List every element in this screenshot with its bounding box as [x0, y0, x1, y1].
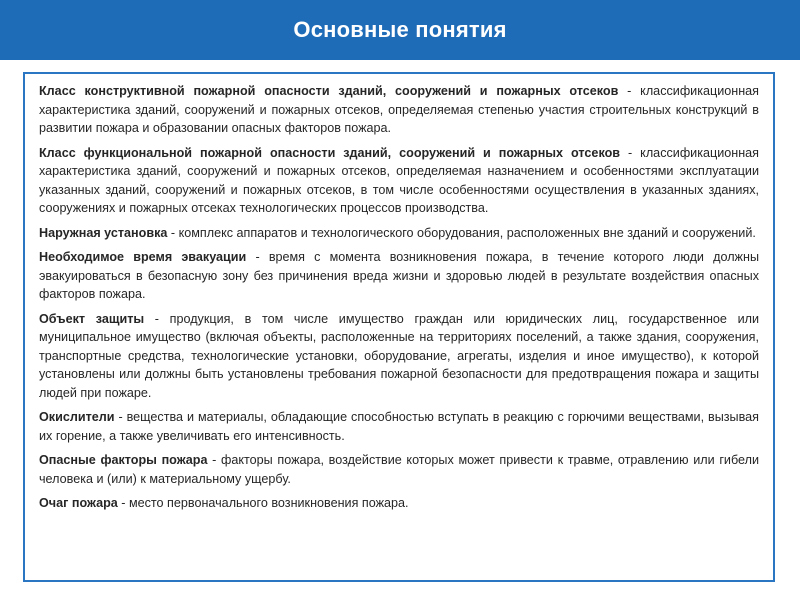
definition-functional-fire-hazard-class — [39, 144, 759, 218]
definition-text: - продукция, в том числе имущество граждан или юридических лиц, государственное или муниципальное имущество (включая объекты, расположенные на территориях поселений, а также здания, сооружения, транспортные средства, технологические установки, оборудование, агрегаты, изделия и иное имущество), к которой установлены или должны быть установлены требования пожарной безопасности для предотвращения пожара и защиты людей при пожаре. — [39, 311, 759, 400]
definition-constructive-fire-hazard-class — [39, 82, 759, 138]
header-bar — [0, 0, 800, 60]
definition-text: - факторы пожара, воздействие которых может привести к травме, отравлению или гибели человека и (или) к материальному ущербу. — [39, 453, 759, 486]
definition-protection-object — [39, 310, 759, 403]
definition-fire-hazards — [39, 451, 759, 488]
definition-fire-origin — [39, 494, 759, 513]
definition-text: - время с момента возникновения пожара, в течение которого люди должны эвакуироваться в безопасную зону без причинения вреда жизни и здоровью людей в результате воздействия опасных факторов пожара. — [39, 250, 759, 301]
definition-oxidizers — [39, 408, 759, 445]
definition-required-evacuation-time — [39, 248, 759, 304]
definition-text: - место первоначального возникновения пожара. — [117, 496, 409, 510]
definition-term: Опасные факторы пожара — [39, 453, 208, 467]
definition-text: - вещества и материалы, обладающие способностью вступать в реакцию с горючими веществами, вызывая их горение, а также увеличивать его интенсивность. — [39, 410, 759, 443]
definition-outdoor-installation — [39, 224, 759, 243]
definition-term: Объект защиты — [39, 311, 145, 326]
definitions-box — [23, 72, 775, 582]
definition-text: - классификационная характеристика зданий, сооружений и пожарных отсеков, определяемая назначением и особенностями эксплуатации указанных зданий, сооружений и пожарных отсеков, в том числе особенностями осуществления в указанных зданиях, сооружениях и пожарных отсеках технологических процессов производства. — [39, 145, 759, 215]
definition-term: Необходимое время эвакуации — [39, 250, 247, 264]
page-title: Основные понятия — [293, 17, 507, 42]
definitions-list — [39, 82, 759, 513]
definition-term: Очаг пожара — [39, 496, 118, 510]
definition-term: Класс функциональной пожарной опасности зданий, сооружений и пожарных отсеков — [39, 145, 621, 160]
definition-term: Класс конструктивной пожарной опасности зданий, сооружений и пожарных отсеков — [39, 84, 619, 98]
definition-term: Окислители — [39, 410, 115, 424]
definition-term: Наружная установка — [39, 225, 168, 240]
definition-text: - классификационная характеристика зданий, сооружений и пожарных отсеков, определяемая степенью участия строительных конструкций в развитии пожара и образовании опасных факторов пожара. — [39, 84, 759, 135]
definition-text: - комплекс аппаратов и технологического оборудования, расположенных вне зданий и сооружений. — [167, 225, 756, 240]
